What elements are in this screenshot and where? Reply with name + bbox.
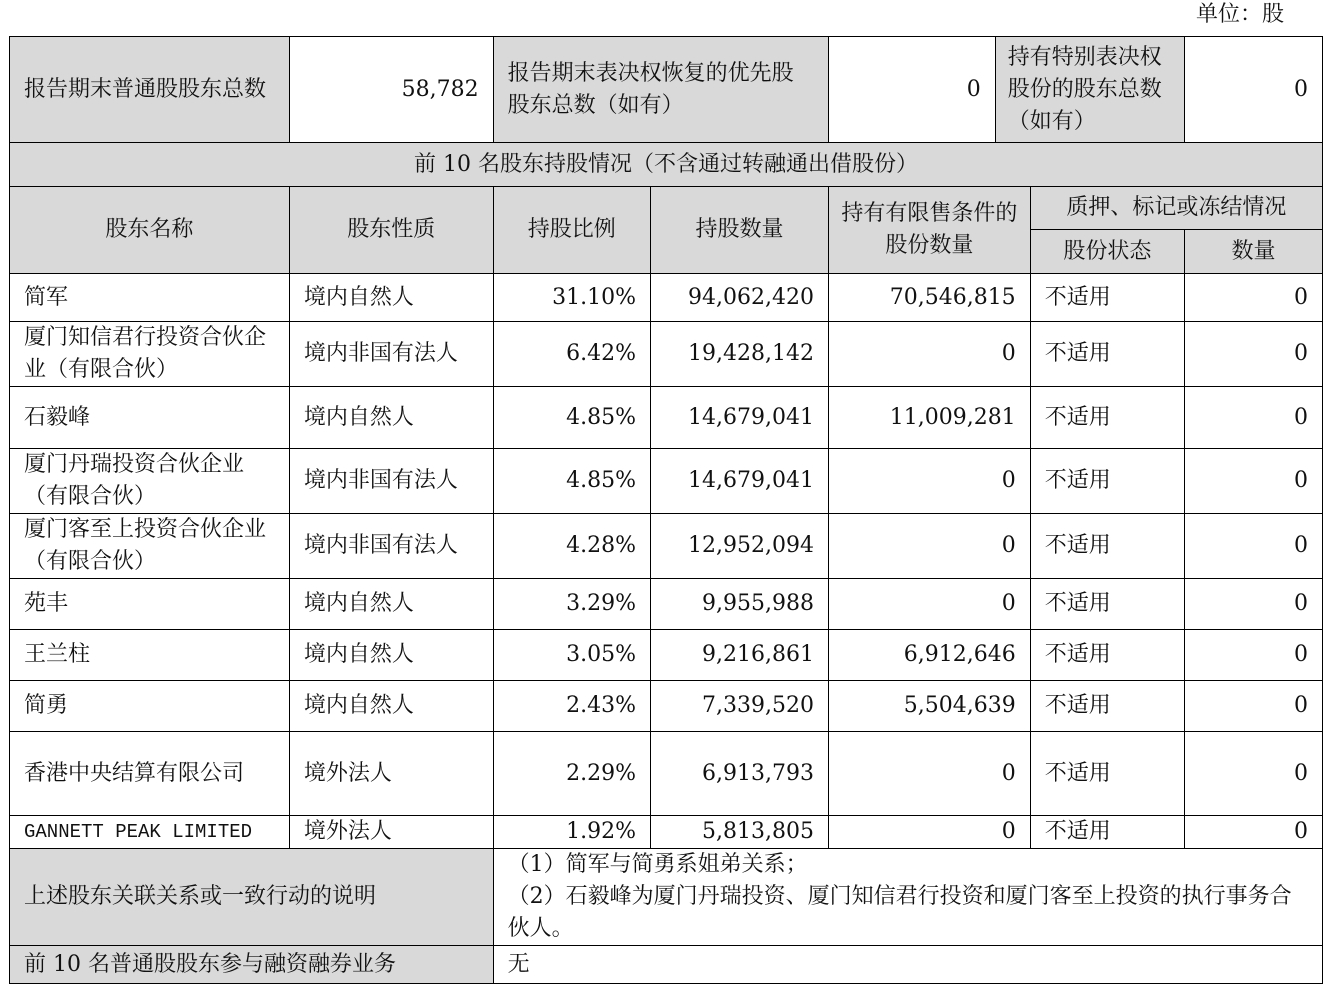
restricted-quantity: 5,504,639 — [829, 681, 1031, 732]
restricted-quantity: 0 — [829, 514, 1031, 579]
shareholder-nature: 境内非国有法人 — [289, 514, 493, 579]
holding-quantity: 12,952,094 — [651, 514, 829, 579]
summary-row — [10, 37, 1323, 143]
pledge-quantity: 0 — [1185, 630, 1323, 681]
holding-ratio: 4.28% — [493, 514, 650, 579]
shareholder-nature: 境内自然人 — [289, 387, 493, 449]
pledge-status: 不适用 — [1030, 630, 1184, 681]
shareholder-nature: 境内非国有法人 — [289, 449, 493, 514]
special-voting-label: 持有特别表决权股份的股东总数（如有） — [995, 37, 1184, 143]
table-row — [10, 681, 1323, 732]
header-name: 股东名称 — [10, 187, 290, 274]
shareholder-name: 香港中央结算有限公司 — [10, 732, 290, 816]
holding-ratio: 2.29% — [493, 732, 650, 816]
restricted-quantity: 0 — [829, 322, 1031, 387]
pledge-status: 不适用 — [1030, 449, 1184, 514]
pledge-quantity: 0 — [1185, 816, 1323, 849]
shareholder-name: 简军 — [10, 274, 290, 322]
pledge-quantity: 0 — [1185, 514, 1323, 579]
holding-quantity: 9,955,988 — [651, 579, 829, 630]
holding-quantity: 9,216,861 — [651, 630, 829, 681]
shareholder-nature: 境内自然人 — [289, 579, 493, 630]
shareholder-nature: 境内非国有法人 — [289, 322, 493, 387]
header-nature: 股东性质 — [289, 187, 493, 274]
table-row — [10, 449, 1323, 514]
shareholder-nature: 境外法人 — [289, 732, 493, 816]
table-row — [10, 732, 1323, 816]
pledge-quantity: 0 — [1185, 322, 1323, 387]
relation-line-2: （2）石毅峰为厦门丹瑞投资、厦门知信君行投资和厦门客至上投资的执行事务合伙人。 — [507, 884, 1292, 941]
holding-quantity: 14,679,041 — [651, 387, 829, 449]
table-row — [10, 816, 1323, 849]
preferred-restored-value: 0 — [829, 37, 996, 143]
holding-quantity: 5,813,805 — [651, 816, 829, 849]
pledge-quantity: 0 — [1185, 449, 1323, 514]
pledge-status: 不适用 — [1030, 387, 1184, 449]
shareholder-name: 王兰柱 — [10, 630, 290, 681]
restricted-quantity: 6,912,646 — [829, 630, 1031, 681]
shareholder-nature: 境内自然人 — [289, 681, 493, 732]
header-row — [10, 187, 1323, 230]
common-holders-label: 报告期末普通股股东总数 — [10, 37, 290, 143]
shareholder-name: 厦门知信君行投资合伙企业（有限合伙） — [10, 322, 290, 387]
relation-row — [10, 849, 1323, 946]
table-row — [10, 514, 1323, 579]
special-voting-value: 0 — [1185, 37, 1323, 143]
table-row — [10, 579, 1323, 630]
shareholder-name: 苑丰 — [10, 579, 290, 630]
header-pledge-status: 股份状态 — [1030, 230, 1184, 274]
pledge-quantity: 0 — [1185, 387, 1323, 449]
shareholder-nature: 境内自然人 — [289, 630, 493, 681]
pledge-status: 不适用 — [1030, 681, 1184, 732]
header-quantity: 持股数量 — [651, 187, 829, 274]
table-row — [10, 322, 1323, 387]
holding-ratio: 4.85% — [493, 449, 650, 514]
restricted-quantity: 0 — [829, 579, 1031, 630]
shareholder-name: 厦门丹瑞投资合伙企业（有限合伙） — [10, 449, 290, 514]
restricted-quantity: 0 — [829, 732, 1031, 816]
holding-ratio: 4.85% — [493, 387, 650, 449]
restricted-quantity: 0 — [829, 449, 1031, 514]
holding-ratio: 2.43% — [493, 681, 650, 732]
holding-quantity: 19,428,142 — [651, 322, 829, 387]
holding-ratio: 31.10% — [493, 274, 650, 322]
header-restricted: 持有有限售条件的股份数量 — [829, 187, 1031, 274]
table-row — [10, 387, 1323, 449]
holding-ratio: 1.92% — [493, 816, 650, 849]
pledge-status: 不适用 — [1030, 322, 1184, 387]
section-title: 前 10 名股东持股情况（不含通过转融通出借股份） — [10, 143, 1323, 187]
restricted-quantity: 11,009,281 — [829, 387, 1031, 449]
holding-ratio: 6.42% — [493, 322, 650, 387]
shareholder-nature: 境内自然人 — [289, 274, 493, 322]
shareholder-name: 厦门客至上投资合伙企业（有限合伙） — [10, 514, 290, 579]
holding-quantity: 6,913,793 — [651, 732, 829, 816]
unit-label: 单位：股 — [1195, 2, 1284, 27]
holding-quantity: 7,339,520 — [651, 681, 829, 732]
shareholder-nature: 境外法人 — [289, 816, 493, 849]
holding-ratio: 3.29% — [493, 579, 650, 630]
relation-description — [493, 849, 1322, 946]
header-pledge-quantity: 数量 — [1185, 230, 1323, 274]
shareholder-name: 石毅峰 — [10, 387, 290, 449]
relation-line-1: （1）简军与简勇系姐弟关系； — [507, 852, 808, 877]
pledge-quantity: 0 — [1185, 274, 1323, 322]
pledge-quantity: 0 — [1185, 579, 1323, 630]
shareholder-name: GANNETT PEAK LIMITED — [10, 816, 290, 849]
section-title-row — [10, 143, 1323, 187]
table-row — [10, 274, 1323, 322]
restricted-quantity: 0 — [829, 816, 1031, 849]
pledge-status: 不适用 — [1030, 816, 1184, 849]
holding-ratio: 3.05% — [493, 630, 650, 681]
margin-trading-label: 前 10 名普通股股东参与融资融券业务 — [10, 946, 494, 984]
holding-quantity: 94,062,420 — [651, 274, 829, 322]
holding-quantity: 14,679,041 — [651, 449, 829, 514]
restricted-quantity: 70,546,815 — [829, 274, 1031, 322]
shareholder-table — [9, 36, 1323, 984]
header-ratio: 持股比例 — [493, 187, 650, 274]
pledge-quantity: 0 — [1185, 732, 1323, 816]
pledge-quantity: 0 — [1185, 681, 1323, 732]
table-row — [10, 630, 1323, 681]
header-pledge-group: 质押、标记或冻结情况 — [1030, 187, 1322, 230]
margin-trading-value: 无 — [493, 946, 1322, 984]
margin-trading-row — [10, 946, 1323, 984]
common-holders-value: 58,782 — [289, 37, 493, 143]
preferred-restored-label: 报告期末表决权恢复的优先股股东总数（如有） — [493, 37, 828, 143]
pledge-status: 不适用 — [1030, 274, 1184, 322]
relation-label: 上述股东关联关系或一致行动的说明 — [10, 849, 494, 946]
pledge-status: 不适用 — [1030, 514, 1184, 579]
pledge-status: 不适用 — [1030, 732, 1184, 816]
pledge-status: 不适用 — [1030, 579, 1184, 630]
shareholder-name: 简勇 — [10, 681, 290, 732]
